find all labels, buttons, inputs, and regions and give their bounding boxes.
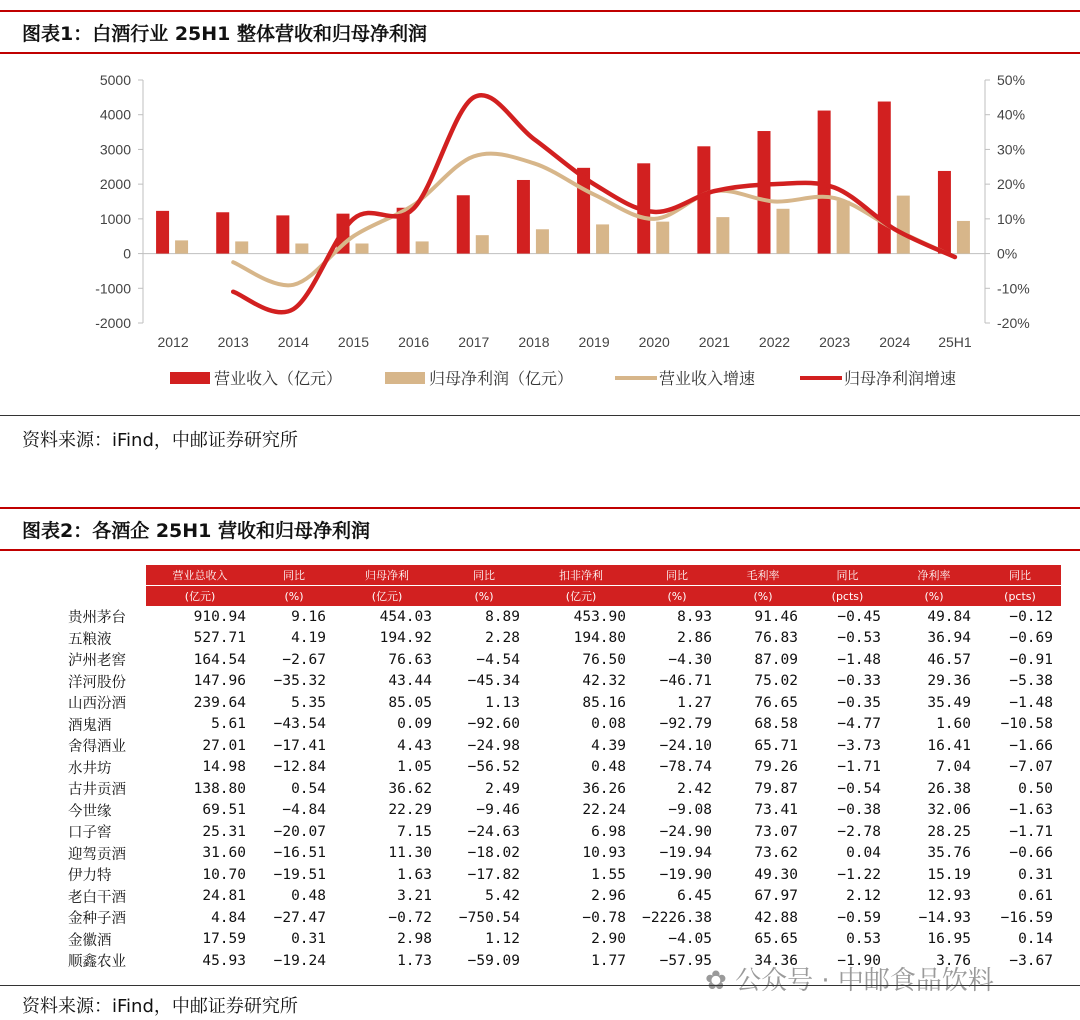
legend-swatch [170,372,210,384]
left-tick-label: 5000 [99,72,131,88]
table-row-cell: −0.78 [582,909,626,926]
table-row-cell: −0.54 [837,780,881,797]
table-row-cell: 0.54 [291,780,326,797]
left-tick-label: 3000 [99,141,131,158]
table-row-cell: 迎驾贡酒 [68,846,126,863]
table-row-cell: 15.19 [927,866,971,883]
table-row-cell: 35.76 [927,845,971,862]
table-row-cell: 0.04 [846,845,881,862]
revenue-bar [758,131,771,254]
table-row-cell: 9.16 [291,608,326,625]
header-row-cell: 归母净利 [334,565,440,586]
x-tick-label: 2021 [698,334,730,350]
header-row-cell: 营业总收入 [146,565,254,586]
table-row-cell: 42.88 [754,909,798,926]
right-tick-label: 50% [997,72,1026,88]
unit-row-cell: (%) [634,586,720,607]
table-row-cell: 金种子酒 [68,911,126,928]
table-row-cell: −0.38 [837,802,881,819]
table-row-cell: 29.36 [927,673,971,690]
figure2-title: 图表2：各酒企 25H1 营收和归母净利润 [0,507,1080,551]
unit-row-cell: (亿元) [334,586,440,607]
table-row-cell: 22.24 [582,802,626,819]
header-row [68,565,1061,586]
table-row-cell: −46.71 [659,673,712,690]
table-row-cell: 1.73 [397,952,432,969]
table-row-cell: 22.29 [388,802,432,819]
unit-row-cell: (%) [254,586,334,607]
table-row-cell: −2226.38 [642,909,712,926]
table-row-cell: −17.82 [467,866,520,883]
table-row-cell: −3.67 [1009,952,1053,969]
net-profit-bar [175,240,188,253]
table-row-cell: 5.42 [485,888,520,905]
table-row-cell: −4.77 [837,716,881,733]
figure2-source: 资料来源：iFind，中邮证券研究所 [22,996,298,1017]
table-row [68,671,1061,693]
table-row-cell: −0.72 [388,909,432,926]
net-profit-bar [235,241,248,253]
x-tick-label: 2022 [758,334,791,350]
table-row-cell: 4.84 [211,909,246,926]
table-row-cell: −1.22 [837,866,881,883]
table-row-cell: −0.35 [837,694,881,711]
table-row-cell: −56.52 [467,759,520,776]
table-row-cell: 口子窖 [68,825,112,842]
table-row-cell: −19.90 [659,866,712,883]
right-tick-label: 40% [997,106,1026,123]
x-tick-label: 2015 [337,334,370,350]
header-row-cell: 毛利率 [720,565,806,586]
table-row [68,843,1061,865]
table-row-cell: −2.67 [282,651,326,668]
table-row-cell: 91.46 [754,608,798,625]
company-financials-table [68,565,1061,972]
legend-label: 归母净利润（亿元） [429,371,574,388]
net-profit-bar [596,224,609,253]
table-row-cell: −24.90 [659,823,712,840]
table-row-cell: 45.93 [202,952,246,969]
header-blank-cell [68,586,146,607]
table-row-cell: −4.54 [476,651,520,668]
table-row-cell: −0.91 [1009,651,1053,668]
revenue-bar [878,102,891,254]
table-row-cell: −19.24 [273,952,326,969]
table-row-cell: 27.01 [202,737,246,754]
table-row-cell: 43.44 [388,673,432,690]
table-row [68,757,1061,779]
table-row-cell: 10.93 [582,845,626,862]
revenue-bar [276,215,289,253]
table-row-cell: 1.13 [485,694,520,711]
table-row-cell: 11.30 [388,845,432,862]
table-row-cell: 泸州老窖 [68,653,126,670]
table-row-cell: −27.47 [273,909,326,926]
header-row-cell: 扣非净利 [528,565,634,586]
table-row-cell: 34.36 [754,952,798,969]
table-row-cell: 76.50 [582,651,626,668]
table-row-cell: 贵州茅台 [68,610,126,627]
revenue-bar [457,195,470,253]
table-row-cell: 69.51 [202,802,246,819]
table-row-cell: 910.94 [193,608,246,625]
table-row-cell: −0.69 [1009,630,1053,647]
table-row-cell: −4.30 [668,651,712,668]
unit-row [68,586,1061,607]
table-row-cell: 2.96 [591,888,626,905]
table-row-cell: 4.43 [397,737,432,754]
table-row-cell: −19.51 [273,866,326,883]
figure1-title: 图表1：白酒行业 25H1 整体营收和归母净利润 [0,10,1080,54]
table-row-cell: 16.41 [927,737,971,754]
net-profit-bar [777,209,790,254]
net-profit-bar [837,201,850,254]
table-row [68,649,1061,671]
figure1-separator [0,415,1080,416]
x-tick-label: 2013 [217,334,249,350]
table-row-cell: 6.98 [591,823,626,840]
table-row-cell: −45.34 [467,673,520,690]
table-row-cell: 26.38 [927,780,971,797]
table-row-cell: −59.09 [467,952,520,969]
table-row-cell: 金徽酒 [68,932,112,949]
table-row-cell: 5.61 [211,716,246,733]
table-row-cell: −78.74 [659,759,712,776]
table-row-cell: −92.79 [659,716,712,733]
table-row-cell: 79.87 [754,780,798,797]
table-row [68,778,1061,800]
table-row-cell: 老白干酒 [68,889,126,906]
table-row-cell: 35.49 [927,694,971,711]
left-tick-label: 2000 [99,176,131,193]
table-row-cell: 1.12 [485,931,520,948]
table-row-cell: 8.93 [677,608,712,625]
table-row-cell: −18.02 [467,845,520,862]
table-row-cell: −2.78 [837,823,881,840]
table-row-cell: −17.41 [273,737,326,754]
x-tick-label: 2014 [277,334,309,350]
table-row-cell: −12.84 [273,759,326,776]
table-row-cell: 49.84 [927,608,971,625]
table-row-cell: 42.32 [582,673,626,690]
x-tick-label: 2018 [518,334,550,350]
table-row-cell: 8.89 [485,608,520,625]
table-row-cell: 1.27 [677,694,712,711]
table-row-cell: 0.53 [846,931,881,948]
table-row-cell: 7.04 [936,759,971,776]
table-row-cell: 2.90 [591,931,626,948]
table-row-cell: 0.31 [291,931,326,948]
table-row-cell: 49.30 [754,866,798,883]
table-row-cell: 古井贡酒 [68,782,126,799]
table-row-cell: 洋河股份 [68,674,126,691]
x-tick-label: 2024 [879,334,911,350]
revenue-bar [938,171,951,254]
unit-row-cell: (pcts) [806,586,889,607]
table-row-cell: −1.48 [837,651,881,668]
net-profit-bar [536,229,549,253]
table-row-cell: −0.33 [837,673,881,690]
right-tick-label: 30% [997,141,1026,158]
header-row-cell: 同比 [634,565,720,586]
table-row-cell: 今世缘 [68,803,112,820]
table-row-cell: 16.95 [927,931,971,948]
unit-row-cell: (%) [440,586,528,607]
figure1-source: 资料来源：iFind，中邮证券研究所 [22,430,298,451]
table-row-cell: −4.84 [282,802,326,819]
table-row-cell: −43.54 [273,716,326,733]
table-row-cell: −57.95 [659,952,712,969]
table-row-cell: 12.93 [927,888,971,905]
table-row-cell: 2.49 [485,780,520,797]
table-row-cell: 1.77 [591,952,626,969]
table-row-cell: 2.98 [397,931,432,948]
left-tick-label: 4000 [99,106,131,123]
table-row-cell: 85.05 [388,694,432,711]
table-row-cell: −16.51 [273,845,326,862]
table-row-cell: 75.02 [754,673,798,690]
table-row-cell: 24.81 [202,888,246,905]
table-row-cell: −1.71 [837,759,881,776]
net-profit-bar [957,221,970,254]
header-row-cell: 同比 [806,565,889,586]
table-row-cell: 87.09 [754,651,798,668]
net-profit-bar [295,244,308,254]
table-row-cell: 28.25 [927,823,971,840]
table-row-cell: 5.35 [291,694,326,711]
right-tick-label: 10% [997,210,1026,227]
table-row-cell: −14.93 [918,909,971,926]
watermark [705,960,994,997]
table-row-cell: −750.54 [458,909,520,926]
table-row-cell: −10.58 [1000,716,1053,733]
table-row-cell: 0.31 [1018,866,1053,883]
x-tick-label: 2023 [819,334,851,350]
watermark-text: 公众号 · 中邮食品饮料 [735,966,994,996]
table-row [68,886,1061,908]
table-row-cell: 76.83 [754,630,798,647]
table-row-cell: −0.53 [837,630,881,647]
table-row-cell: −24.63 [467,823,520,840]
unit-row-cell: (亿元) [528,586,634,607]
table-row-cell: 79.26 [754,759,798,776]
unit-row-cell: (%) [720,586,806,607]
table-row-cell: 0.48 [591,759,626,776]
table-row-cell: 194.80 [573,630,626,647]
table-row-cell: 4.19 [291,630,326,647]
table-row-cell: −4.05 [668,931,712,948]
table-row-cell: 酒鬼酒 [68,717,112,734]
header-row-cell: 同比 [254,565,334,586]
net-profit-bar [416,241,429,253]
table-row-cell: −20.07 [273,823,326,840]
table-row-cell: −1.71 [1009,823,1053,840]
table-row-cell: −16.59 [1000,909,1053,926]
table-row-cell: −35.32 [273,673,326,690]
net-profit-bar [716,217,729,253]
net-profit-bar [656,222,669,254]
header-row-cell: 同比 [979,565,1061,586]
table-row-cell: 14.98 [202,759,246,776]
table-row [68,864,1061,886]
table-row-cell: 453.90 [573,608,626,625]
header-blank-cell [68,565,146,586]
table-row-cell: 31.60 [202,845,246,862]
x-tick-label: 25H1 [938,334,972,350]
table-row-cell: 65.65 [754,931,798,948]
table-row-cell: 0.14 [1018,931,1053,948]
table-row-cell: 2.12 [846,888,881,905]
table-row-cell: 水井坊 [68,760,112,777]
right-tick-label: -10% [997,280,1030,297]
table-row-cell: −3.73 [837,737,881,754]
table-row [68,692,1061,714]
table-row-cell: 36.62 [388,780,432,797]
net-profit-bar [897,196,910,254]
table-row-cell: 1.60 [936,716,971,733]
table-row-cell: 五粮液 [68,631,112,648]
table-row-cell: 76.65 [754,694,798,711]
table-row-cell: −24.10 [659,737,712,754]
header-row-cell: 同比 [440,565,528,586]
left-tick-label: -1000 [95,280,131,297]
legend-label: 归母净利润增速 [844,371,957,388]
table-row-cell: 舍得酒业 [68,739,126,756]
table-row-cell: 顺鑫农业 [68,954,126,971]
table-row-cell: −7.07 [1009,759,1053,776]
table-row-cell: 46.57 [927,651,971,668]
table-row-cell: 85.16 [582,694,626,711]
table-row-cell: 73.41 [754,802,798,819]
table-row-cell: 山西汾酒 [68,696,126,713]
table-row-cell: −0.59 [837,909,881,926]
table-row-cell: 36.94 [927,630,971,647]
table-row-cell: −24.98 [467,737,520,754]
table-row-cell: 10.70 [202,866,246,883]
table-row-cell: −1.63 [1009,802,1053,819]
table-row-cell: 0.09 [397,716,432,733]
table-row-cell: −92.60 [467,716,520,733]
revenue-bar [517,180,530,254]
table-row-cell: 0.61 [1018,888,1053,905]
right-tick-label: 0% [997,245,1018,262]
unit-row-cell: (%) [889,586,979,607]
revenue-profit-chart [0,60,1080,400]
wechat-icon: ✿ [705,966,727,996]
table-row-cell: −0.45 [837,608,881,625]
left-tick-label: -2000 [95,315,131,331]
legend-swatch [385,372,425,384]
x-tick-label: 2019 [578,334,610,350]
table-row-cell: 32.06 [927,802,971,819]
revenue-bar [216,212,229,253]
x-tick-label: 2012 [157,334,189,350]
table-row-cell: 1.55 [591,866,626,883]
table-row-cell: 164.54 [193,651,246,668]
table-row-cell: −19.94 [659,845,712,862]
table-row-cell: 3.76 [936,952,971,969]
table-row [68,929,1061,951]
table-row-cell: 伊力特 [68,868,112,885]
x-tick-label: 2020 [638,334,670,350]
table-row-cell: −0.12 [1009,608,1053,625]
table-row-cell: 1.63 [397,866,432,883]
table-row-cell: 65.71 [754,737,798,754]
table-row-cell: 0.08 [591,716,626,733]
table-row-cell: 17.59 [202,931,246,948]
right-tick-label: -20% [997,315,1030,331]
table-row [68,735,1061,757]
table-row [68,606,1061,628]
net-profit-bar [356,244,369,254]
table-row-cell: −1.66 [1009,737,1053,754]
table-row-cell: 0.48 [291,888,326,905]
legend-label: 营业收入增速 [659,371,756,388]
table-row-cell: 4.39 [591,737,626,754]
table-row-cell: 1.05 [397,759,432,776]
revenue-bar [697,146,710,253]
table-row-cell: −0.66 [1009,845,1053,862]
table-row-cell: 73.62 [754,845,798,862]
table-row-cell: −1.90 [837,952,881,969]
table-row-cell: 239.64 [193,694,246,711]
table-row-cell: 7.15 [397,823,432,840]
table-row-cell: 6.45 [677,888,712,905]
table-row-cell: −5.38 [1009,673,1053,690]
table-row-cell: 67.97 [754,888,798,905]
table-row [68,714,1061,736]
table-row-cell: 147.96 [193,673,246,690]
net-profit-bar [476,235,489,253]
x-tick-label: 2017 [458,334,490,350]
table-row-cell: 3.21 [397,888,432,905]
header-row-cell: 净利率 [889,565,979,586]
revenue-bar [156,211,169,254]
table-row-cell: 73.07 [754,823,798,840]
table-row [68,628,1061,650]
table-row-cell: 36.26 [582,780,626,797]
table-row-cell: 68.58 [754,716,798,733]
table-row-cell: 76.63 [388,651,432,668]
table-row-cell: 2.28 [485,630,520,647]
left-tick-label: 1000 [99,210,131,227]
table-row [68,821,1061,843]
table-row [68,800,1061,822]
table-row-cell: 2.42 [677,780,712,797]
table-row-cell: −9.46 [476,802,520,819]
table-row-cell: 138.80 [193,780,246,797]
unit-row-cell: (亿元) [146,586,254,607]
table-row [68,907,1061,929]
table-row-cell: 0.50 [1018,780,1053,797]
legend-label: 营业收入（亿元） [214,371,343,388]
left-tick-label: 0 [123,245,131,262]
unit-row-cell: (pcts) [979,586,1061,607]
table-row-cell: 25.31 [202,823,246,840]
figure2-separator [0,985,1080,986]
table-row-cell: 2.86 [677,630,712,647]
table-row-cell: 454.03 [379,608,432,625]
x-tick-label: 2016 [398,334,430,350]
right-tick-label: 20% [997,176,1026,193]
table-row-cell: 194.92 [379,630,432,647]
table-row-cell: 527.71 [193,630,246,647]
table-row-cell: −1.48 [1009,694,1053,711]
table-row-cell: −9.08 [668,802,712,819]
